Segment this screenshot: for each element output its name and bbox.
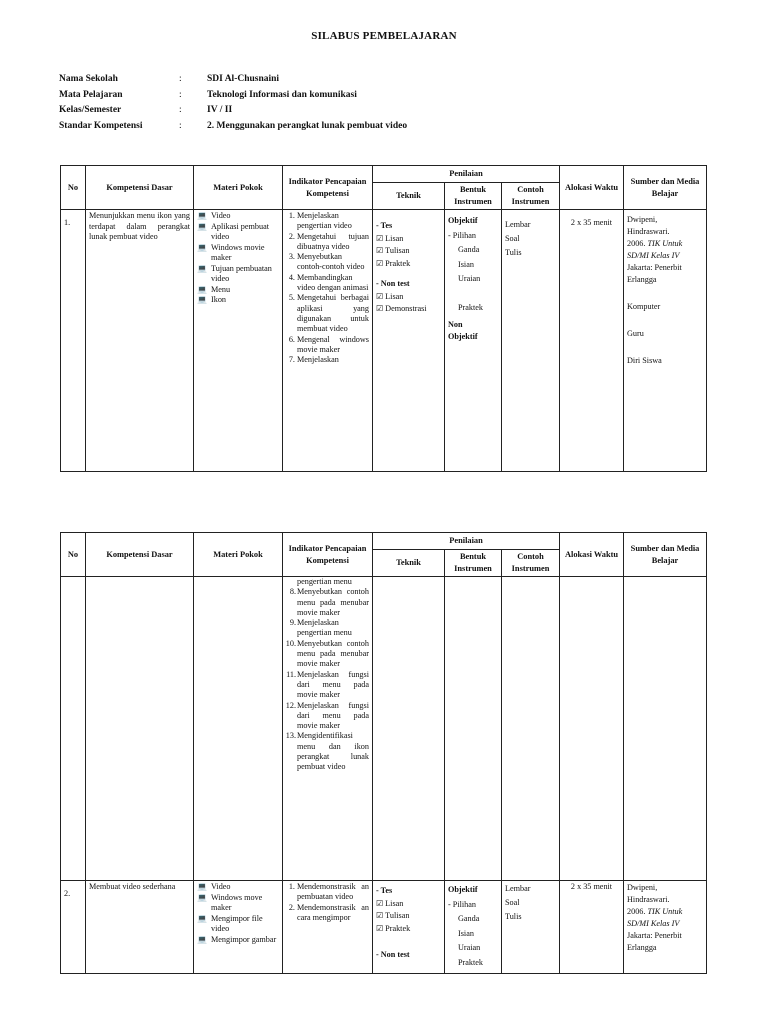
list-item: Tulis — [505, 248, 522, 257]
header-teknik: Teknik — [373, 183, 445, 210]
header-no: No — [61, 166, 86, 210]
header-kompetensi-dasar: Kompetensi Dasar — [86, 533, 194, 577]
list-item — [376, 291, 441, 304]
indikator-list — [283, 210, 373, 472]
list-item — [376, 245, 441, 258]
list-item — [197, 285, 279, 296]
list-item: Tulis — [505, 912, 522, 921]
media-item: Komputer — [627, 302, 661, 311]
header-contoh-instrumen: Contoh Instrumen — [502, 183, 560, 210]
sumber-cell — [624, 577, 707, 881]
header-penilaian: Penilaian — [373, 166, 560, 183]
item-text: Menjelaskan fungsi dari menu pada movie maker — [297, 700, 369, 731]
materi-pokok — [194, 210, 283, 472]
teknik-label: Tulisan — [385, 246, 410, 255]
list-item — [285, 638, 369, 670]
source-line: Erlangga — [627, 275, 657, 284]
source-line — [627, 238, 703, 250]
source-line: Dwipeni, — [627, 215, 658, 224]
sumber-cell — [624, 881, 707, 974]
contoh-instrumen-cell — [502, 210, 560, 472]
contoh-instrumen-cell — [502, 881, 560, 974]
nontes-label: - Non test — [376, 279, 410, 288]
tes-label: - Tes — [376, 221, 393, 230]
teknik-label: Praktek — [385, 923, 411, 933]
info-colon: : — [179, 105, 182, 115]
checkbox-icon: ☑ — [376, 911, 384, 920]
info-value: IV / II — [207, 105, 233, 115]
item-text: Menjelaskan fungsi dari menu pada movie maker — [297, 669, 369, 700]
info-label: Standar Kompetensi — [59, 120, 143, 131]
materi-pokok — [194, 881, 283, 974]
item-text: Menyebutkan contoh menu pada menubar movie maker — [297, 587, 369, 617]
checkbox-icon: ☑ — [376, 291, 384, 301]
list-item — [376, 898, 441, 911]
list-item: 2. Mendemonstrasik an cara mengimpor — [297, 903, 369, 924]
header-alokasi: Alokasi Waktu — [560, 166, 624, 210]
objektif-label: Objektif — [448, 216, 478, 225]
materi-pokok — [194, 577, 283, 881]
materi-label: Ikon — [211, 295, 227, 304]
header-indikator: Indikator Pencapaian Kompetensi — [283, 166, 373, 210]
checkbox-icon: ☑ — [376, 233, 384, 243]
computer-icon: 💻 — [197, 882, 207, 891]
list-item — [197, 243, 279, 264]
item-number: 12. — [285, 700, 296, 710]
info-colon: : — [179, 89, 182, 100]
list-item: Lembar — [505, 220, 531, 229]
list-item: 2. Mengetahui tujuan dibuatnya video — [297, 232, 369, 253]
list-item: pengertian menu — [297, 577, 352, 586]
info-value: Teknologi Informasi dan komunikasi — [207, 89, 357, 100]
sumber-cell — [624, 210, 707, 472]
info-colon: : — [179, 120, 182, 131]
list-item — [376, 303, 441, 316]
source-title: TIK Untuk — [647, 239, 683, 248]
table-row — [61, 881, 707, 974]
media-item: Guru — [627, 329, 644, 338]
list-item: 1. Menjelaskan pengertian video — [297, 211, 369, 232]
materi-label: Video — [211, 882, 231, 891]
list-item — [197, 211, 279, 222]
kompetensi-dasar: Menunjukkan menu ikon yang terdapat dalam perangkat lunak pembuat video — [86, 210, 194, 472]
item-text: Menjelaskan pengertian menu — [297, 618, 352, 638]
list-item — [285, 700, 369, 732]
computer-icon: 💻 — [197, 934, 207, 944]
non-objektif-label: Objektif — [448, 332, 478, 341]
checkbox-icon: ☑ — [376, 258, 384, 268]
checkbox-icon: ☑ — [376, 898, 384, 908]
page-title: SILABUS PEMBELAJARAN — [311, 30, 457, 42]
alokasi-waktu — [560, 210, 624, 472]
list-item: Uraian — [458, 943, 481, 952]
header-contoh-instrumen: Contoh Instrumen — [502, 550, 560, 577]
list-item — [376, 910, 441, 923]
list-item — [197, 914, 279, 935]
computer-icon: 💻 — [197, 295, 207, 304]
list-item — [285, 731, 369, 772]
header-teknik: Teknik — [373, 550, 445, 577]
teknik-cell — [373, 881, 445, 974]
list-item — [197, 893, 279, 914]
list-item — [289, 587, 369, 618]
materi-label: Tujuan pembuatan video — [211, 263, 272, 283]
item-number: 13. — [285, 731, 296, 741]
header-sumber: Sumber dan Media Belajar — [624, 166, 707, 210]
list-item: 5. Mengetahui berbagai aplikasi yang digunakan untuk membuat video — [297, 293, 369, 334]
item-number: 8. — [289, 587, 296, 597]
contoh-instrumen-cell — [502, 577, 560, 881]
item-number: 9. — [289, 618, 296, 628]
tes-label: - Tes — [376, 886, 393, 895]
list-item: 4. Membandingkan video dengan animasi — [297, 273, 369, 294]
list-item — [197, 882, 279, 893]
list-item — [376, 923, 441, 936]
header-bentuk-instrumen: Bentuk Instrumen — [445, 183, 502, 210]
computer-icon: 💻 — [197, 221, 207, 231]
item-number: 10. — [285, 638, 296, 648]
nontes-label: - Non test — [376, 950, 410, 959]
info-value: 2. Menggunakan perangkat lunak pembuat video — [207, 120, 408, 131]
alokasi-waktu — [560, 881, 624, 974]
source-title: SD/MI Kelas IV — [627, 251, 680, 260]
list-item: 1. Mendemonstrasik an pembuatan video — [297, 882, 369, 903]
source-line — [627, 906, 703, 918]
list-item: - Pilihan — [448, 899, 476, 909]
list-item: Praktek — [458, 302, 484, 312]
list-item: Soal — [505, 234, 520, 243]
info-label: Nama Sekolah — [59, 74, 118, 84]
source-line: Jakarta: Penerbit — [627, 263, 682, 272]
checkbox-icon: ☑ — [376, 246, 384, 255]
item-text: Mengidentifikasi menu dan ikon perangkat lunak pembuat video — [297, 731, 369, 772]
info-label: Mata Pelajaran — [59, 89, 123, 100]
computer-icon: 💻 — [197, 284, 207, 294]
list-item — [197, 935, 279, 946]
list-item: Ganda — [458, 914, 480, 923]
list-item: Praktek — [458, 957, 484, 967]
header-kompetensi-dasar: Kompetensi Dasar — [86, 166, 194, 210]
header-alokasi: Alokasi Waktu — [560, 533, 624, 577]
syllabus-info — [59, 74, 407, 136]
materi-label: Video — [211, 211, 231, 220]
bentuk-instrumen-cell — [445, 577, 502, 881]
list-item: Isian — [458, 259, 474, 269]
info-label: Kelas/Semester — [59, 105, 122, 115]
materi-label: Menu — [211, 284, 231, 294]
header-materi-pokok: Materi Pokok — [194, 533, 283, 577]
source-line: Hindraswari. — [627, 895, 670, 904]
list-item — [197, 295, 279, 306]
bentuk-instrumen-cell — [445, 881, 502, 974]
bentuk-instrumen-cell — [445, 210, 502, 472]
header-sumber: Sumber dan Media Belajar — [624, 533, 707, 577]
syllabus-table-2 — [60, 532, 707, 974]
header-materi-pokok: Materi Pokok — [194, 166, 283, 210]
list-item — [376, 258, 441, 271]
list-item: Lembar — [505, 884, 531, 893]
media-item: Diri Siswa — [627, 356, 662, 365]
info-value: SDI Al-Chusnaini — [207, 74, 280, 84]
checkbox-icon: ☑ — [376, 923, 384, 933]
list-item — [286, 669, 369, 701]
info-row-school — [59, 74, 407, 90]
kompetensi-dasar: Membuat video sederhana — [86, 881, 194, 974]
source-title: SD/MI Kelas IV — [627, 919, 680, 928]
row-number — [61, 577, 86, 881]
info-row-subject — [59, 90, 407, 106]
list-item: Isian — [458, 928, 474, 938]
header-no: No — [61, 533, 86, 577]
list-item — [289, 618, 369, 639]
list-item: - Pilihan — [448, 230, 476, 240]
source-year: 2006. — [627, 239, 648, 248]
materi-label: Windows move maker — [211, 892, 263, 912]
materi-label: Mengimpor file video — [211, 913, 263, 933]
header-indikator: Indikator Pencapaian Kompetensi — [283, 533, 373, 577]
alokasi-value: 2 x 35 menit — [570, 218, 613, 227]
computer-icon: 💻 — [197, 892, 207, 902]
info-colon: : — [179, 74, 182, 84]
computer-icon: 💻 — [197, 263, 207, 273]
teknik-label: Lisan — [385, 291, 404, 301]
source-line: Erlangga — [627, 943, 657, 952]
list-item: 7. Menjelaskan — [297, 355, 369, 365]
indikator-list — [283, 881, 373, 974]
table-row — [61, 577, 707, 881]
materi-label: Aplikasi pembuat video — [211, 221, 269, 241]
list-item: Soal — [505, 898, 520, 907]
source-line: Dwipeni, — [627, 883, 658, 892]
kompetensi-dasar — [86, 577, 194, 881]
row-number: 1. — [61, 210, 86, 472]
syllabus-table-1 — [60, 165, 707, 472]
teknik-cell — [373, 577, 445, 881]
alokasi-waktu — [560, 577, 624, 881]
list-item: 3. Menyebutkan contoh-contoh video — [297, 252, 369, 273]
computer-icon: 💻 — [197, 242, 207, 252]
teknik-label: Tulisan — [385, 911, 410, 920]
teknik-label: Lisan — [385, 233, 404, 243]
computer-icon: 💻 — [197, 913, 207, 923]
list-item: Uraian — [458, 274, 481, 283]
materi-label: Mengimpor gambar — [211, 934, 277, 944]
info-row-standard — [59, 121, 407, 137]
row-number: 2. — [61, 881, 86, 974]
list-item — [376, 233, 441, 246]
list-item: 6. Mengenal windows movie maker — [297, 335, 369, 356]
computer-icon: 💻 — [197, 211, 207, 220]
list-item — [197, 222, 279, 243]
alokasi-value: 2 x 35 menit — [570, 882, 613, 891]
header-penilaian: Penilaian — [373, 533, 560, 550]
source-line: Hindraswari. — [627, 227, 670, 236]
source-line: Jakarta: Penerbit — [627, 931, 682, 940]
teknik-cell — [373, 210, 445, 472]
item-number: 11. — [286, 669, 296, 679]
objektif-label: Objektif — [448, 885, 478, 894]
table-row — [61, 210, 707, 472]
source-title: TIK Untuk — [647, 907, 683, 916]
materi-label: Windows movie maker — [211, 242, 265, 262]
indikator-list — [283, 577, 373, 881]
teknik-label: Lisan — [385, 898, 404, 908]
teknik-label: Demonstrasi — [385, 304, 427, 313]
source-year: 2006. — [627, 907, 648, 916]
source-line — [627, 250, 703, 262]
item-text: Menyebutkan contoh menu pada menubar movie maker — [297, 638, 369, 669]
teknik-label: Praktek — [385, 258, 411, 268]
info-row-class — [59, 105, 407, 121]
list-item — [197, 264, 279, 285]
checkbox-icon: ☑ — [376, 304, 384, 313]
source-line — [627, 918, 703, 930]
header-bentuk-instrumen: Bentuk Instrumen — [445, 550, 502, 577]
list-item: Ganda — [458, 245, 480, 254]
non-objektif-label: Non — [448, 320, 463, 329]
